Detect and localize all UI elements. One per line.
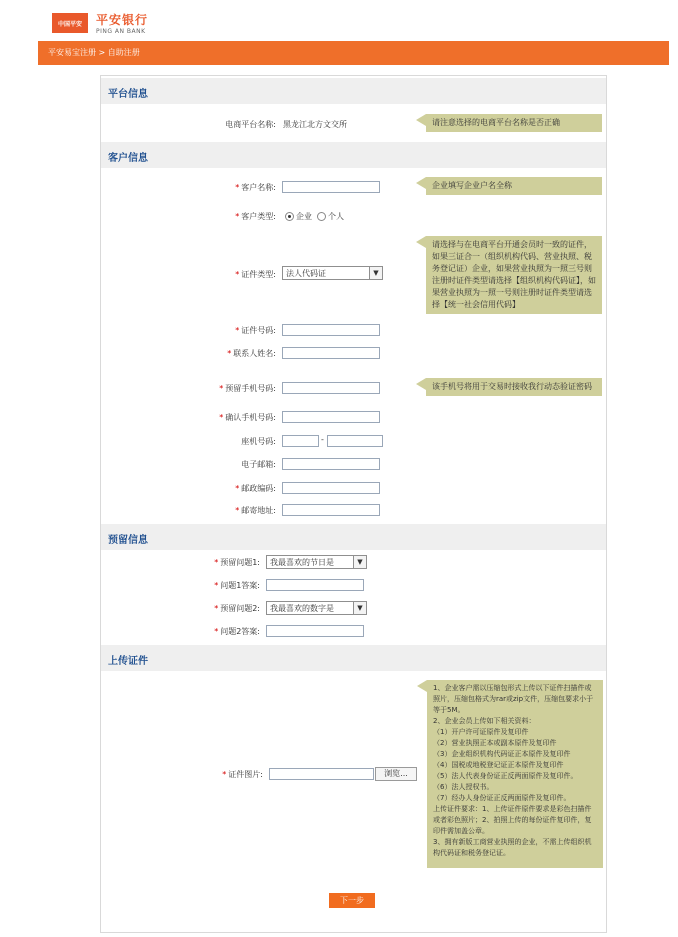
- upload-tip-line: （2）营业执照正本或副本原件及复印件: [433, 739, 557, 747]
- upload-tip-line: 3、拥有新版工商营业执照的企业，不需上传组织机构代码证和税务登记证。: [433, 838, 592, 857]
- browse-button[interactable]: 浏览...: [375, 767, 417, 781]
- platform-name-value: 黑龙江北方文交所: [283, 120, 347, 129]
- email-input[interactable]: [282, 458, 380, 470]
- customer-type-label: * 客户类型:: [235, 212, 276, 221]
- address-label: * 邮寄地址:: [235, 506, 276, 515]
- upload-tip-line: （4）国税或地税登记证正本原件及复印件: [433, 761, 564, 769]
- address-input[interactable]: [282, 504, 380, 516]
- section-title-reserved: 预留信息: [108, 535, 148, 546]
- logo-icon: 中国平安: [52, 13, 88, 33]
- mobile-tip: 该手机号将用于交易时接收我行动态验证密码: [426, 378, 602, 396]
- platform-tip: 请注意选择的电商平台名称是否正确: [426, 114, 602, 132]
- answer1-label: * 问题1答案:: [214, 581, 260, 590]
- upload-tip-line: 2、企业会员上传如下相关资料：: [433, 717, 536, 725]
- upload-tip-line: 1、企业客户需以压缩包形式上传以下证件扫描件或照片，压缩包格式为rar或zip文件，压缩包要求小于等于5M。: [433, 684, 594, 714]
- logo-en-text: PING AN BANK: [96, 28, 146, 35]
- cert-type-label: * 证件类型:: [235, 270, 276, 279]
- breadcrumb-bar: [38, 41, 669, 65]
- confirm-mobile-label: * 确认手机号码:: [219, 413, 276, 422]
- upload-tip-line: （1）开户许可证原件及复印件: [433, 728, 529, 736]
- question1-select[interactable]: [266, 555, 367, 569]
- contact-name-label: * 联系人姓名:: [227, 349, 276, 358]
- chevron-down-icon: ▼: [353, 602, 366, 614]
- chevron-down-icon: ▼: [369, 267, 382, 279]
- zip-label: * 邮政编码:: [235, 484, 276, 493]
- mobile-input[interactable]: [282, 382, 380, 394]
- question2-label: * 预留问题2:: [214, 604, 260, 613]
- landline-label: 座机号码:: [241, 437, 276, 446]
- question1-value: 我最喜欢的节日是: [270, 557, 334, 567]
- customer-type-enterprise-radio[interactable]: 企业: [285, 211, 312, 222]
- section-title-customer: 客户信息: [108, 153, 148, 164]
- answer2-label: * 问题2答案:: [214, 627, 260, 636]
- platform-name-label: 电商平台名称:: [225, 120, 276, 129]
- section-title-platform: 平台信息: [108, 89, 148, 100]
- bank-logo: [52, 12, 148, 34]
- section-title-upload: 上传证件: [108, 656, 148, 667]
- answer2-input[interactable]: [266, 625, 364, 637]
- email-label: 电子邮箱:: [241, 460, 276, 469]
- next-step-button[interactable]: 下一步: [329, 893, 375, 908]
- radio-unchecked-icon: [317, 212, 326, 221]
- question2-value: 我最喜欢的数字是: [270, 603, 334, 613]
- upload-tip-line: 上传证件要求：1、上传证件原件要求是彩色扫描件或者彩色照片；2、拍照上传的每份证件复印件，复印件需加盖公章。: [433, 805, 592, 835]
- cert-image-label: * 证件图片:: [222, 770, 263, 779]
- chevron-down-icon: ▼: [353, 556, 366, 568]
- landline-number-input[interactable]: [327, 435, 383, 447]
- upload-tip-line: （3）企业组织机构代码证正本原件及复印件: [433, 750, 571, 758]
- answer1-input[interactable]: [266, 579, 364, 591]
- landline-separator: -: [321, 435, 324, 444]
- customer-name-input[interactable]: [282, 181, 380, 193]
- cert-no-input[interactable]: [282, 324, 380, 336]
- cert-type-value: 法人代码证: [286, 268, 326, 278]
- logo-cn-text: 平安银行: [96, 13, 149, 27]
- upload-tip-line: （5）法人代表身份证正反两面原件及复印件。: [433, 772, 578, 780]
- registration-panel: [100, 75, 607, 933]
- cert-image-file-input[interactable]: [269, 768, 374, 780]
- section-reserved: [101, 524, 606, 550]
- question1-label: * 预留问题1:: [214, 558, 260, 567]
- cert-type-tip: 请选择与在电商平台开通会员时一致的证件，如果三证合一（组织机构代码、营业执照、税务登记证）企业，如果营业执照为一照三号则注册时证件类型请选择【组织机构代码证】，如果营业执照为一照一号则注册时证件类型请选择【统一社会信用代码】: [426, 236, 602, 314]
- cert-no-label: * 证件号码:: [235, 326, 276, 335]
- breadcrumb: 平安易宝注册 > 自助注册: [48, 48, 140, 57]
- customer-name-label: * 客户名称:: [235, 183, 276, 192]
- upload-tip-line: （6）法人授权书。: [433, 783, 494, 791]
- customer-name-tip: 企业填写企业户名全称: [426, 177, 602, 195]
- customer-type-individual-radio[interactable]: 个人: [317, 211, 344, 222]
- mobile-label: * 预留手机号码:: [219, 384, 276, 393]
- section-upload: [101, 645, 606, 671]
- upload-tip: [427, 680, 603, 868]
- section-platform: [101, 78, 606, 104]
- upload-tip-line: （7）经办人身份证正反两面原件及复印件。: [433, 794, 571, 802]
- confirm-mobile-input[interactable]: [282, 411, 380, 423]
- section-customer: [101, 142, 606, 168]
- cert-type-select[interactable]: [282, 266, 383, 280]
- radio-checked-icon: [285, 212, 294, 221]
- question2-select[interactable]: [266, 601, 367, 615]
- contact-name-input[interactable]: [282, 347, 380, 359]
- zip-input[interactable]: [282, 482, 380, 494]
- landline-area-input[interactable]: [282, 435, 319, 447]
